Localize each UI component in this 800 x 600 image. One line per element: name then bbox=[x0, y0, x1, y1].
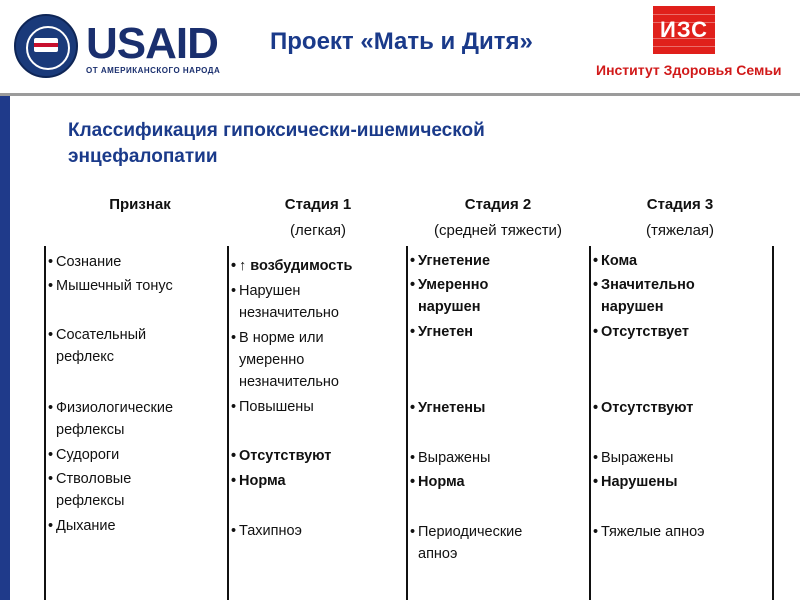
izs-logo bbox=[653, 6, 715, 54]
usaid-seal-logo bbox=[14, 14, 78, 78]
stage1-physiological-reflexes: • Повышены bbox=[231, 399, 314, 415]
sign-sucking-reflex: • Сосательный рефлекс bbox=[48, 327, 147, 365]
stage3-seizures: • Выражены bbox=[593, 450, 674, 466]
stage1-brainstem-reflexes: • Норма bbox=[231, 473, 286, 489]
table-border-left bbox=[44, 246, 46, 600]
stage3-muscle-tone: • Значительно нарушен bbox=[593, 277, 695, 315]
project-title: Проект «Мать и Дитя» bbox=[270, 28, 533, 55]
header-divider bbox=[0, 93, 800, 96]
sign-breathing: • Дыхание bbox=[48, 518, 116, 534]
stage3-sucking-reflex: • Отсутствует bbox=[593, 324, 689, 340]
usaid-wordmark: USAID bbox=[86, 19, 218, 68]
stage1-seizures: • Отсутствуют bbox=[231, 448, 332, 464]
stage2-breathing: • Периодические апноэ bbox=[410, 524, 523, 562]
column-header-stage3: Стадия 3 (тяжелая) bbox=[645, 196, 715, 239]
stage2-brainstem-reflexes: • Норма bbox=[410, 474, 465, 490]
stage2-muscle-tone: • Умеренно нарушен bbox=[410, 277, 489, 315]
stage3-physiological-reflexes: • Отсутствуют bbox=[593, 400, 694, 416]
stage2-sucking-reflex: • Угнетен bbox=[410, 324, 474, 340]
sign-brainstem-reflexes: • Стволовые рефлексы bbox=[48, 471, 132, 509]
sign-consciousness: • Сознание bbox=[48, 254, 122, 270]
stage2-seizures: • Выражены bbox=[410, 450, 491, 466]
stage2-consciousness: • Угнетение bbox=[410, 253, 491, 269]
izs-logo-text: ИЗС bbox=[660, 17, 708, 42]
usaid-subtitle: ОТ АМЕРИКАНСКОГО НАРОДА bbox=[86, 66, 221, 75]
stage1-muscle-tone: • Нарушен незначительно bbox=[231, 283, 339, 321]
izs-institute-name: Институт Здоровья Семьи bbox=[596, 62, 782, 78]
column-header-sign: Признак bbox=[109, 196, 171, 213]
slide-title: Классификация гипоксически-ишемической энцефалопатии bbox=[68, 120, 485, 167]
sign-physiological-reflexes: • Физиологические рефлексы bbox=[48, 400, 174, 438]
stage3-consciousness: • Кома bbox=[593, 253, 638, 269]
stage1-breathing: • Тахипноэ bbox=[231, 523, 302, 539]
column-header-stage1: Стадия 1 (легкая) bbox=[284, 196, 352, 239]
stage3-brainstem-reflexes: • Нарушены bbox=[593, 474, 678, 490]
table-border-right bbox=[772, 246, 774, 600]
column-header-stage2: Стадия 2 (средней тяжести) bbox=[434, 196, 562, 239]
stage1-consciousness: • ↑ возбудимость bbox=[231, 258, 353, 274]
stage2-physiological-reflexes: • Угнетены bbox=[410, 400, 486, 416]
stage1-sucking-reflex: • В норме или умеренно незначительно bbox=[231, 330, 339, 390]
table-divider-2 bbox=[406, 246, 408, 600]
left-accent-stripe bbox=[0, 96, 10, 600]
sign-muscle-tone: • Мышечный тонус bbox=[48, 278, 173, 294]
table-divider-1 bbox=[227, 246, 229, 600]
stage3-breathing: • Тяжелые апноэ bbox=[593, 524, 705, 540]
sign-seizures: • Судороги bbox=[48, 447, 120, 463]
header bbox=[0, 0, 800, 94]
table-divider-3 bbox=[589, 246, 591, 600]
